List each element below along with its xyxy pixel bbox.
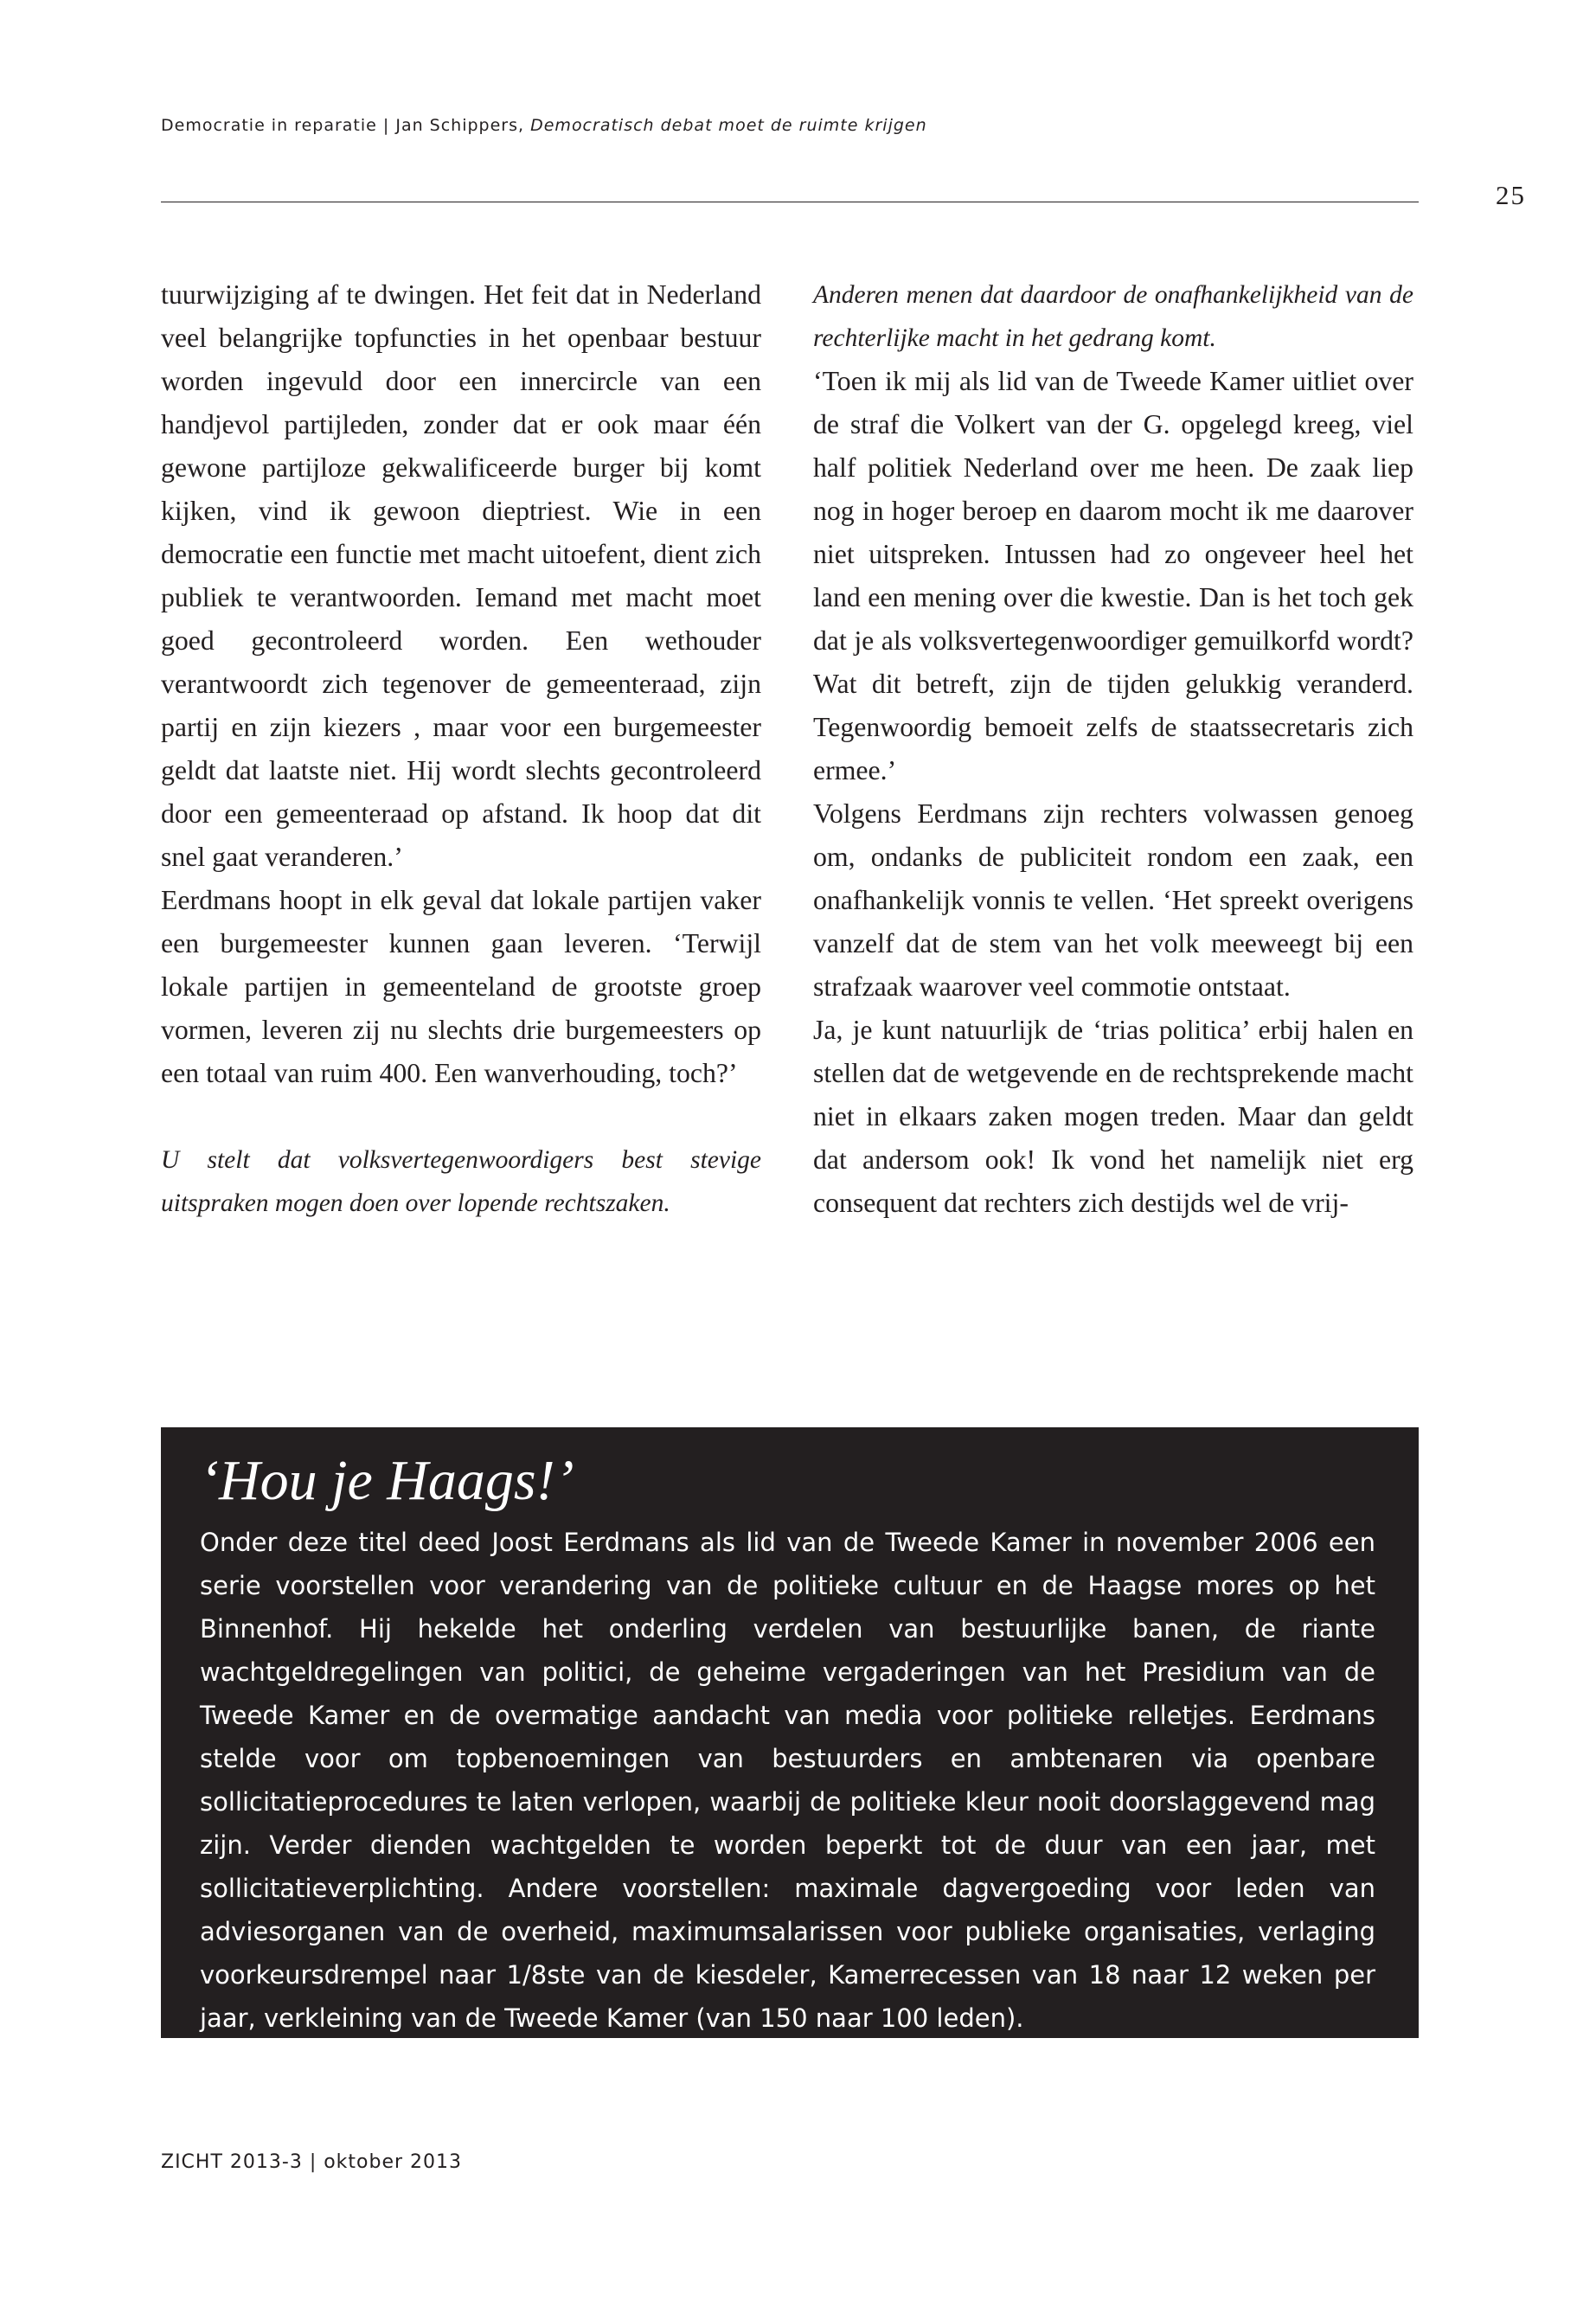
page-footer: ZICHT 2013-3 | oktober 2013 <box>161 2151 463 2173</box>
interview-question-left: U stelt dat volksvertegenwoordigers best stevige uitspraken mogen doen over lopende rechtszaken. <box>161 1146 761 1217</box>
sidebar-box-title: ‘Hou je Haags!’ <box>200 1449 574 1512</box>
left-paragraph-2: Eerdmans hoopt in elk geval dat lokale partijen vaker een burgemeester kunnen gaan leveren. ‘Terwijl lokale partijen in gemeenteland de grootste groep vormen, leveren zij nu slechts drie burgemeesters op een totaal van ruim 400. Een wanverhouding, toch?’ <box>161 885 761 1088</box>
left-paragraph-1: tuurwijziging af te dwingen. Het feit dat in Nederland veel belangrijke topfuncties in het openbaar bestuur worden ingevuld door een innercircle van een handjevol partijleden, zonder dat er ook maar één gewone partijloze gekwalificeerde burger bij komt kijken, vind ik gewoon dieptriest. Wie in een democratie een functie met macht uitoefent, dient zich publiek te verantwoorden. Iemand met macht moet goed gecontroleerd worden. Een wethouder verantwoordt zich tegenover de gemeenteraad, zijn partij en zijn kiezers , maar voor een burgemeester geldt dat laatste niet. Hij wordt slechts gecontroleerd door een gemeenteraad op afstand. Ik hoop dat dit snel gaat veranderen.’ <box>161 279 761 872</box>
running-head-separator: | <box>382 116 390 135</box>
running-head <box>161 116 927 135</box>
running-head-author: Jan Schippers, <box>395 116 525 135</box>
right-paragraph-3: Ja, je kunt natuurlijk de ‘trias politica’ erbij halen en stellen dat de wetgevende en de rechtsprekende macht niet in elkaars zaken mogen treden. Maar dan geldt dat andersom ook! Ik vond het namelijk niet erg consequent dat rechters zich destijds wel de vrij- <box>813 1015 1413 1218</box>
sidebar-box <box>161 1427 1419 2038</box>
running-head-section: Democratie in reparatie <box>161 116 377 135</box>
running-head-article-title: Democratisch debat moet de ruimte krijgen <box>530 116 927 135</box>
left-column <box>161 273 761 1225</box>
right-paragraph-2: Volgens Eerdmans zijn rechters volwassen genoeg om, ondanks de publiciteit rondom een zaak, een onafhankelijk vonnis te vellen. ‘Het spreekt overigens vanzelf dat de stem van het volk meeweegt bij een strafzaak waarover veel commotie ontstaat. <box>813 798 1413 1002</box>
right-paragraph-1: ‘Toen ik mij als lid van de Tweede Kamer uitliet over de straf die Volkert van der G. opgelegd kreeg, viel half politiek Nederland over me heen. De zaak liep nog in hoger beroep en daarom mocht ik me daarover niet uitspreken. Intussen had zo ongeveer heel het land een mening over die kwestie. Dan is het toch gek dat je als volksvertegenwoordiger gemuilkorfd wordt? Wat dit betreft, zijn de tijden gelukkig veranderd. Tegenwoordig bemoeit zelfs de staatssecretaris zich ermee.’ <box>813 366 1413 785</box>
interview-question-right: Anderen menen dat daardoor de onafhankelijkheid van de rechterlijke macht in het gedrang komt. <box>813 281 1413 352</box>
right-column <box>813 273 1413 1225</box>
page-number: 25 <box>1496 180 1526 210</box>
sidebar-box-text: Onder deze titel deed Joost Eerdmans als lid van de Tweede Kamer in november 2006 een serie voorstellen voor verandering van de politieke cultuur en de Haagse mores op het Binnenhof. Hij hekelde het onderling verdelen van bestuurlijke banen, de riante wachtgeldregelingen van politici, de geheime vergaderingen van het Presidium van de Tweede Kamer en de overmatige aandacht van media voor politieke relletjes. Eerdmans stelde voor om topbenoemingen van bestuurders en ambtenaren via openbare sollicitatieprocedures te laten verlopen, waarbij de politieke kleur nooit doorslaggevend mag zijn. Verder dienden wachtgelden te worden beperkt tot de duur van een jaar, met sollicitatieverplichting. Andere voorstellen: maximale dagvergoeding voor leden van adviesorganen van de overheid, maximumsalarissen voor publieke organisaties, verlaging voorkeursdrempel naar 1/8ste van de kiesdeler, Kamerrecessen van 18 naar 12 weken per jaar, verkleining van de Tweede Kamer (van 150 naar 100 leden). <box>200 1528 1375 2033</box>
